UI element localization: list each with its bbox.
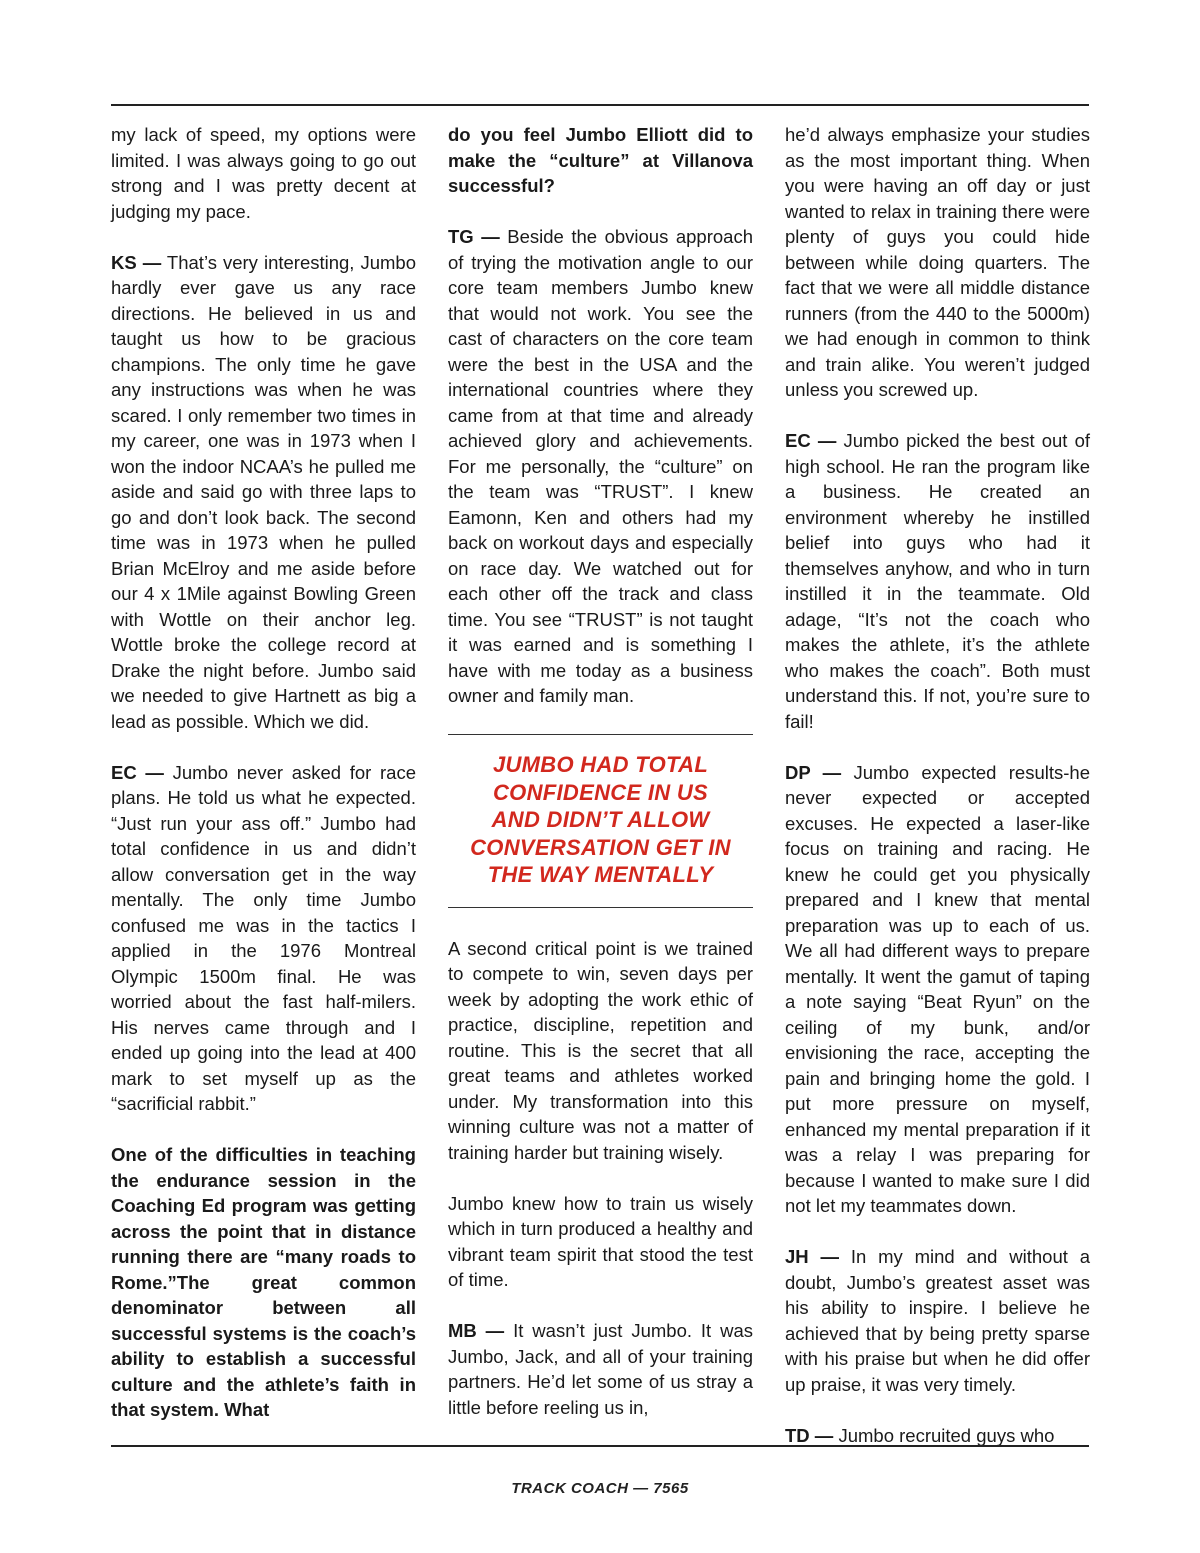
- page-footer: TRACK COACH — 7565: [511, 1480, 689, 1497]
- interview-question: One of the difficulties in teaching the endurance session in the Coaching Ed program was getting across the point that in distance running there are “many roads to Rome.”The great common denominator between all successful systems is the coach’s ability to establish a successful culture and the athlete’s faith in that system. What: [111, 1144, 416, 1420]
- paragraph: my lack of speed, my options were limited. I was always going to go out strong and I was pretty decent at judging my pace.: [111, 124, 416, 222]
- ks-answer: KS — That’s very interesting, Jumbo hardly ever gave us any race directions. He believed in us and taught us how to be gracious champions. The only time he gave any instructions was when he was scared. I only remember two times in my career, one was in 1973 when I won the indoor NCAA’s he pulled me aside and said go with three laps to go and don’t look back. The second time was in 1973 when he pulled Brian McElroy and me aside before our 4 x 1Mile against Bowling Green with Wottle on their anchor leg. Wottle broke the college record at Drake the night before. Jumbo said we needed to give Hartnett as big a lead as possible. Which we did.: [111, 251, 417, 732]
- speaker-jh: JH —: [785, 1246, 839, 1267]
- ec-answer: EC — Jumbo picked the best out of high school. He ran the program like a business. He created an environment whereby he instilled belief into guys who had it themselves anyhow, and who in turn instilled it in the teammate. Old adage, “It’s not the coach who makes the athlete, it’s the athlete who makes the coach”. Both must understand this. If not, you’re sure to fail!: [785, 430, 1090, 732]
- speaker-mb: MB —: [448, 1320, 505, 1341]
- pull-quote-line: AND DIDN’T ALLOW: [491, 807, 710, 832]
- td-answer: TD — Jumbo recruited guys who: [785, 1424, 1055, 1446]
- interview-question-cont: do you feel Jumbo Elliott did to make the “culture” at Villanova successful?: [448, 124, 753, 196]
- paragraph: A second critical point is we trained to compete to win, seven days per week by adopting the work ethic of practice, discipline, repetition and routine. This is the secret that all great teams and athletes worked under. My transformation into this winning culture was not a matter of training harder but training wisely.: [448, 937, 753, 1163]
- jh-answer: JH — In my mind and without a doubt, Jumbo’s greatest asset was his ability to inspire. I believe he achieved that by being pretty sparse with his praise but when he did offer up praise, it was very timely.: [785, 1246, 1090, 1395]
- tg-answer: TG — Beside the obvious approach of trying the motivation angle to our core team members Jumbo knew that would not work. You see the cast of characters on the core team were the best in the USA and the international countries where they came from at that time and already achieved glory and achievements. For me personally, the “culture” on the team was “TRUST”. I knew Eamonn, Ken and others had my back on workout days and especially on race day. We watched out for each other off the track and class time. You see “TRUST” is not taught it was earned and is something I have with me today as a business owner and family man.: [448, 226, 753, 706]
- speaker-td: TD —: [785, 1424, 834, 1446]
- pull-quote-line: JUMBO HAD TOTAL: [492, 752, 709, 777]
- speaker-ks: KS —: [111, 251, 162, 273]
- pull-quote-line: THE WAY MENTALLY: [487, 862, 714, 887]
- speaker-ec: EC —: [785, 430, 837, 451]
- top-rule: [111, 104, 1089, 106]
- column-1: [111, 122, 416, 1448]
- paragraph: Jumbo knew how to train us wisely which in turn produced a healthy and vibrant team spirit that stood the test of time.: [448, 1192, 753, 1290]
- column-3: [785, 122, 1090, 1474]
- bottom-rule: [111, 1445, 1089, 1447]
- paragraph: he’d always emphasize your studies as the most important thing. When you were having an off day or just wanted to relax in training there were plenty of guys you could hide between while doing quarters. The fact that we were all middle distance runners (from the 440 to the 5000m) we had enough in common to think and train alike. You weren’t judged unless you screwed up.: [785, 124, 1090, 400]
- mb-answer: MB — It wasn’t just Jumbo. It was Jumbo, Jack, and all of your training partners. He’d let some of us stray a little before reeling us in,: [448, 1320, 754, 1418]
- column-2: [448, 122, 753, 1446]
- speaker-tg: TG —: [448, 226, 500, 247]
- pull-quote-line: CONFIDENCE IN US: [492, 779, 709, 805]
- speaker-dp: DP —: [785, 761, 842, 783]
- pull-quote-line: CONVERSATION GET IN: [470, 834, 731, 860]
- ec-answer: EC — Jumbo never asked for race plans. He told us what he expected. “Just run your ass off.” Jumbo had total confidence in us and didn’t allow conversation get in the way mentally. The only time Jumbo confused me was in the tactics I applied in the 1976 Montreal Olympic 1500m final. He was worried about the fast half-milers. His nerves came through and I ended up going into the lead at 400 mark to set myself up as the “sacrificial rabbit.”: [111, 761, 417, 1114]
- speaker-ec: EC —: [111, 761, 164, 783]
- pull-quote: [448, 734, 753, 908]
- dp-answer: DP — Jumbo expected results-he never expected or accepted excuses. He expected a laser-like focus on training and racing. He knew he could get you physically prepared and I knew that mental preparation was up to each of us. We all had different ways to prepare mentally. It went the gamut of taping a note saying “Beat Ryun” on the ceiling of my bunk, and/or envisioning the race, accepting the pain and bringing home the gold. I put more pressure on myself, enhanced my mental preparation if it was a relay I was preparing for because I wanted to make sure I did not let my teammates down.: [785, 761, 1090, 1216]
